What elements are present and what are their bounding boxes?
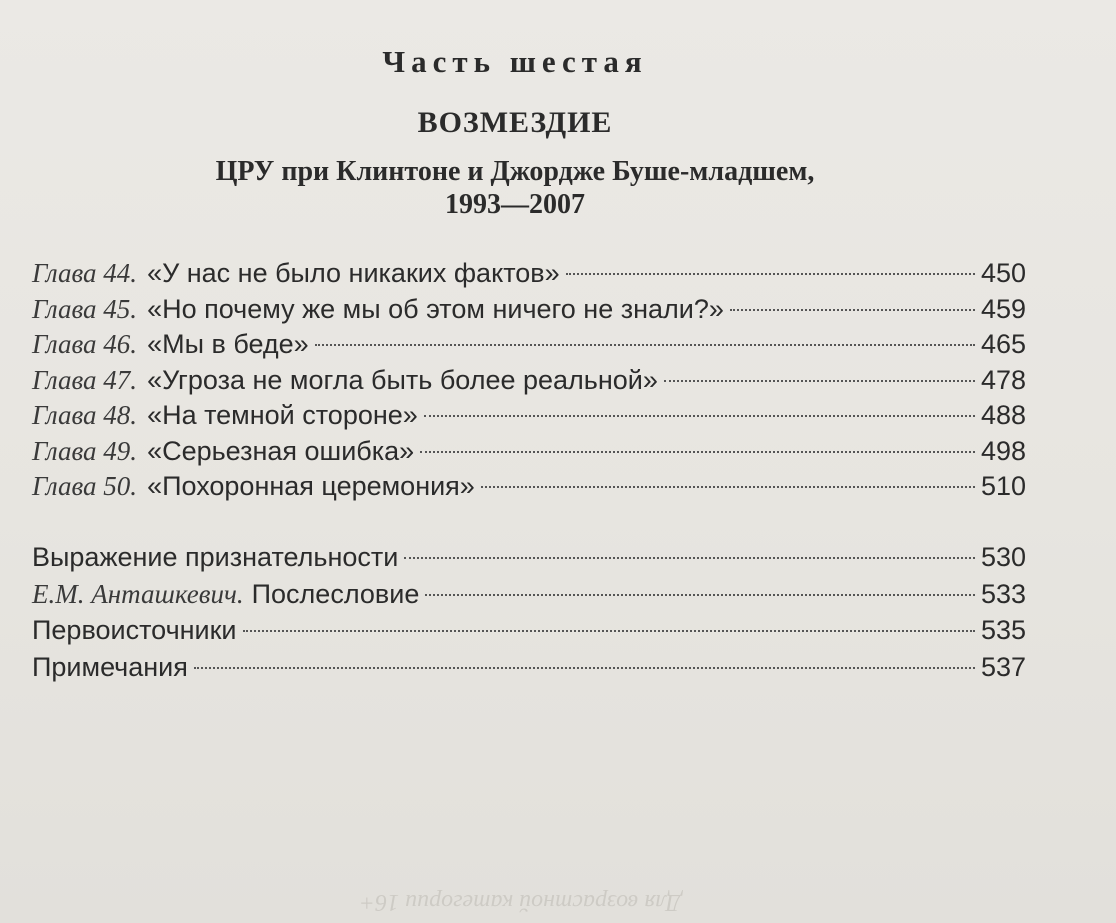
page-number: 459 bbox=[980, 293, 1026, 324]
chapter-number: Глава 49. bbox=[32, 435, 138, 466]
dot-leader bbox=[566, 273, 975, 275]
chapter-number: Глава 44. bbox=[32, 258, 138, 288]
part-subtitle-line1: ЦРУ при Клинтоне и Джордже Буше-младшем, bbox=[215, 156, 815, 187]
chapter-title: «Серьезная ошибка» bbox=[147, 435, 415, 466]
entry-title: Примечания bbox=[32, 651, 188, 682]
chapter-number: Глава 45. bbox=[32, 293, 138, 324]
page-number: 530 bbox=[980, 542, 1026, 572]
entry-author: Е.М. Анташкевич. bbox=[32, 578, 244, 609]
entry-title: Выражение признательности bbox=[32, 542, 399, 572]
part-title: ВОЗМЕЗДИЕ bbox=[417, 106, 613, 139]
entry-title: Послесловие bbox=[251, 578, 420, 609]
page-number: 450 bbox=[980, 258, 1026, 288]
page-number: 535 bbox=[980, 615, 1026, 645]
toc-sources bbox=[32, 612, 1026, 649]
page-number: 478 bbox=[980, 364, 1026, 395]
dot-leader bbox=[315, 344, 975, 346]
part-subtitle-years: 1993—2007 bbox=[445, 189, 585, 220]
dot-leader bbox=[404, 557, 975, 559]
part-label: Часть шестая bbox=[382, 44, 648, 79]
age-rating-bleedthrough: Для возрастной категории 16+ bbox=[358, 889, 682, 915]
page-number: 488 bbox=[980, 400, 1026, 430]
dot-leader bbox=[730, 309, 975, 311]
chapter-title: «Угроза не могла быть более реальной» bbox=[147, 364, 658, 395]
chapter-title: «У нас не было никаких фактов» bbox=[147, 258, 560, 288]
dot-leader bbox=[424, 415, 975, 417]
chapter-number: Глава 50. bbox=[32, 471, 138, 501]
toc-chapters bbox=[32, 256, 1026, 505]
toc-back-matter bbox=[32, 539, 1026, 685]
toc-chapter-47 bbox=[32, 363, 1026, 399]
dot-leader bbox=[664, 380, 975, 382]
chapter-title: «На темной стороне» bbox=[147, 400, 418, 430]
page-number: 465 bbox=[980, 329, 1026, 359]
page-number: 533 bbox=[980, 578, 1026, 609]
page-number: 498 bbox=[980, 435, 1026, 466]
dot-leader bbox=[194, 667, 975, 669]
chapter-title: «Но почему же мы об этом ничего не знали?» bbox=[147, 293, 724, 324]
page-number: 510 bbox=[980, 471, 1026, 501]
part-subtitle bbox=[0, 155, 1030, 221]
dot-leader bbox=[243, 630, 975, 632]
toc-chapter-49 bbox=[32, 434, 1026, 470]
chapter-number: Глава 48. bbox=[32, 400, 138, 430]
toc-chapter-44 bbox=[32, 256, 1026, 292]
toc-acknowledgements bbox=[32, 539, 1026, 576]
chapter-title: «Мы в беде» bbox=[147, 329, 309, 359]
entry-title: Первоисточники bbox=[32, 615, 237, 645]
toc-afterword bbox=[32, 576, 1026, 613]
toc-notes bbox=[32, 649, 1026, 686]
chapter-title: «Похоронная церемония» bbox=[147, 471, 475, 501]
dot-leader bbox=[481, 486, 975, 488]
toc-chapter-48 bbox=[32, 398, 1026, 434]
chapter-number: Глава 46. bbox=[32, 329, 138, 359]
dot-leader bbox=[420, 451, 975, 453]
dot-leader bbox=[425, 594, 975, 596]
page-number: 537 bbox=[980, 651, 1026, 682]
toc-chapter-50 bbox=[32, 469, 1026, 505]
chapter-number: Глава 47. bbox=[32, 364, 138, 395]
toc-chapter-46 bbox=[32, 327, 1026, 363]
toc-chapter-45 bbox=[32, 292, 1026, 328]
